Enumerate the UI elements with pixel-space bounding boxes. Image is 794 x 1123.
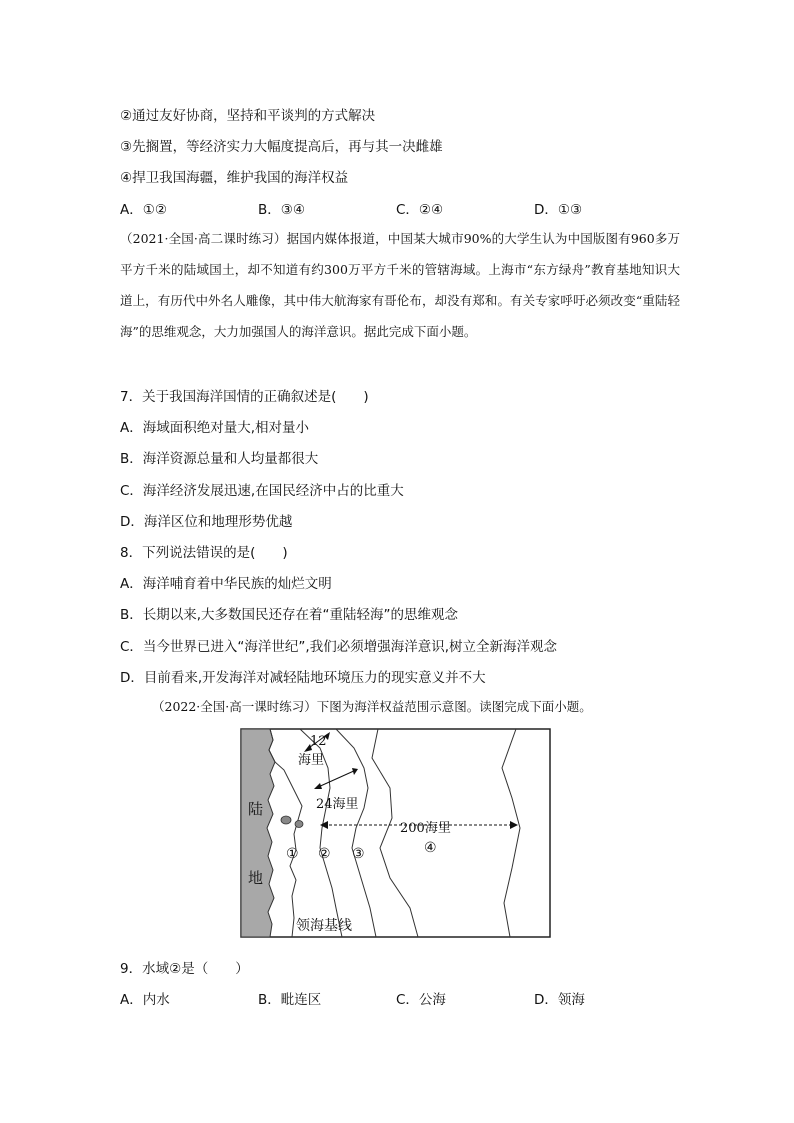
choice-b: B．③④ [258,202,305,218]
q8-option-b: B．长期以来,大多数国民还存在着“重陆轻海”的思维观念 [120,607,459,623]
zone-2: ② [318,846,331,862]
choice-d: D．①③ [534,202,583,218]
label-24: 24海里 [316,797,359,812]
q7-option-c: C．海洋经济发展迅速,在国民经济中占的比重大 [120,483,404,499]
choice-c: C．公海 [396,992,446,1008]
land-label-2: 地 [248,869,264,887]
q8-option-d: D．目前看来,开发海洋对减轻陆地环境压力的现实意义并不大 [120,670,486,686]
island [281,816,291,824]
choice-a: A．①② [120,202,167,218]
map-frame [241,729,550,937]
choice-b: B．毗连区 [258,992,322,1008]
label-12-unit: 海里 [298,753,325,768]
maritime-rights-map [240,728,552,940]
option-3: ③先搁置，等经济实力大幅度提高后，再与其一决雌雄 [120,139,443,155]
q7-option-d: D．海洋区位和地理形势优越 [120,514,293,530]
zone-3: ③ [352,846,365,862]
island [295,821,303,828]
q9-stem: 9．水域②是（ ） [120,961,249,977]
label-200: 200海里 [400,821,451,836]
choice-c: C．②④ [396,202,444,218]
land-label-1: 陆 [248,800,264,818]
option-2: ②通过友好协商，坚持和平谈判的方式解决 [120,108,376,124]
q7-option-b: B．海洋资源总量和人均量都很大 [120,451,319,467]
q8-option-c: C．当今世界已进入“海洋世纪”,我们必须增强海洋意识,树立全新海洋观念 [120,639,557,655]
zone-4: ④ [424,840,437,856]
label-12: 12 [310,734,327,749]
zone-1: ① [286,846,299,862]
figure-intro: （2022·全国·高一课时练习）下图为海洋权益范围示意图。读图完成下面小题。 [152,699,592,714]
choice-a: A．内水 [120,992,170,1008]
baseline-label: 领海基线 [296,918,352,934]
q8-stem: 8．下列说法错误的是( ) [120,545,288,561]
q7-option-a: A．海域面积绝对量大,相对量小 [120,420,310,436]
q8-option-a: A．海洋哺育着中华民族的灿烂文明 [120,576,332,592]
reading-passage: （2021·全国·高二课时练习）据国内媒体报道，中国某大城市90%的大学生认为中国版图有960多万平方千米的陆域国土，却不知道有约300万平方千米的管辖海域。上海市“东方绿舟”教育基地知识大道上，有历代中外名人雕像，其中伟大航海家有哥伦布，却没有郑和。有关专家呼吁必须改变“重陆轻海”的思维观念，大力加强国人的海洋意识。据此完成下面小题。 [120,231,680,339]
choice-d: D．领海 [534,992,585,1008]
q7-stem: 7．关于我国海洋国情的正确叙述是( ) [120,389,369,405]
option-4: ④捍卫我国海疆，维护我国的海洋权益 [120,170,349,186]
